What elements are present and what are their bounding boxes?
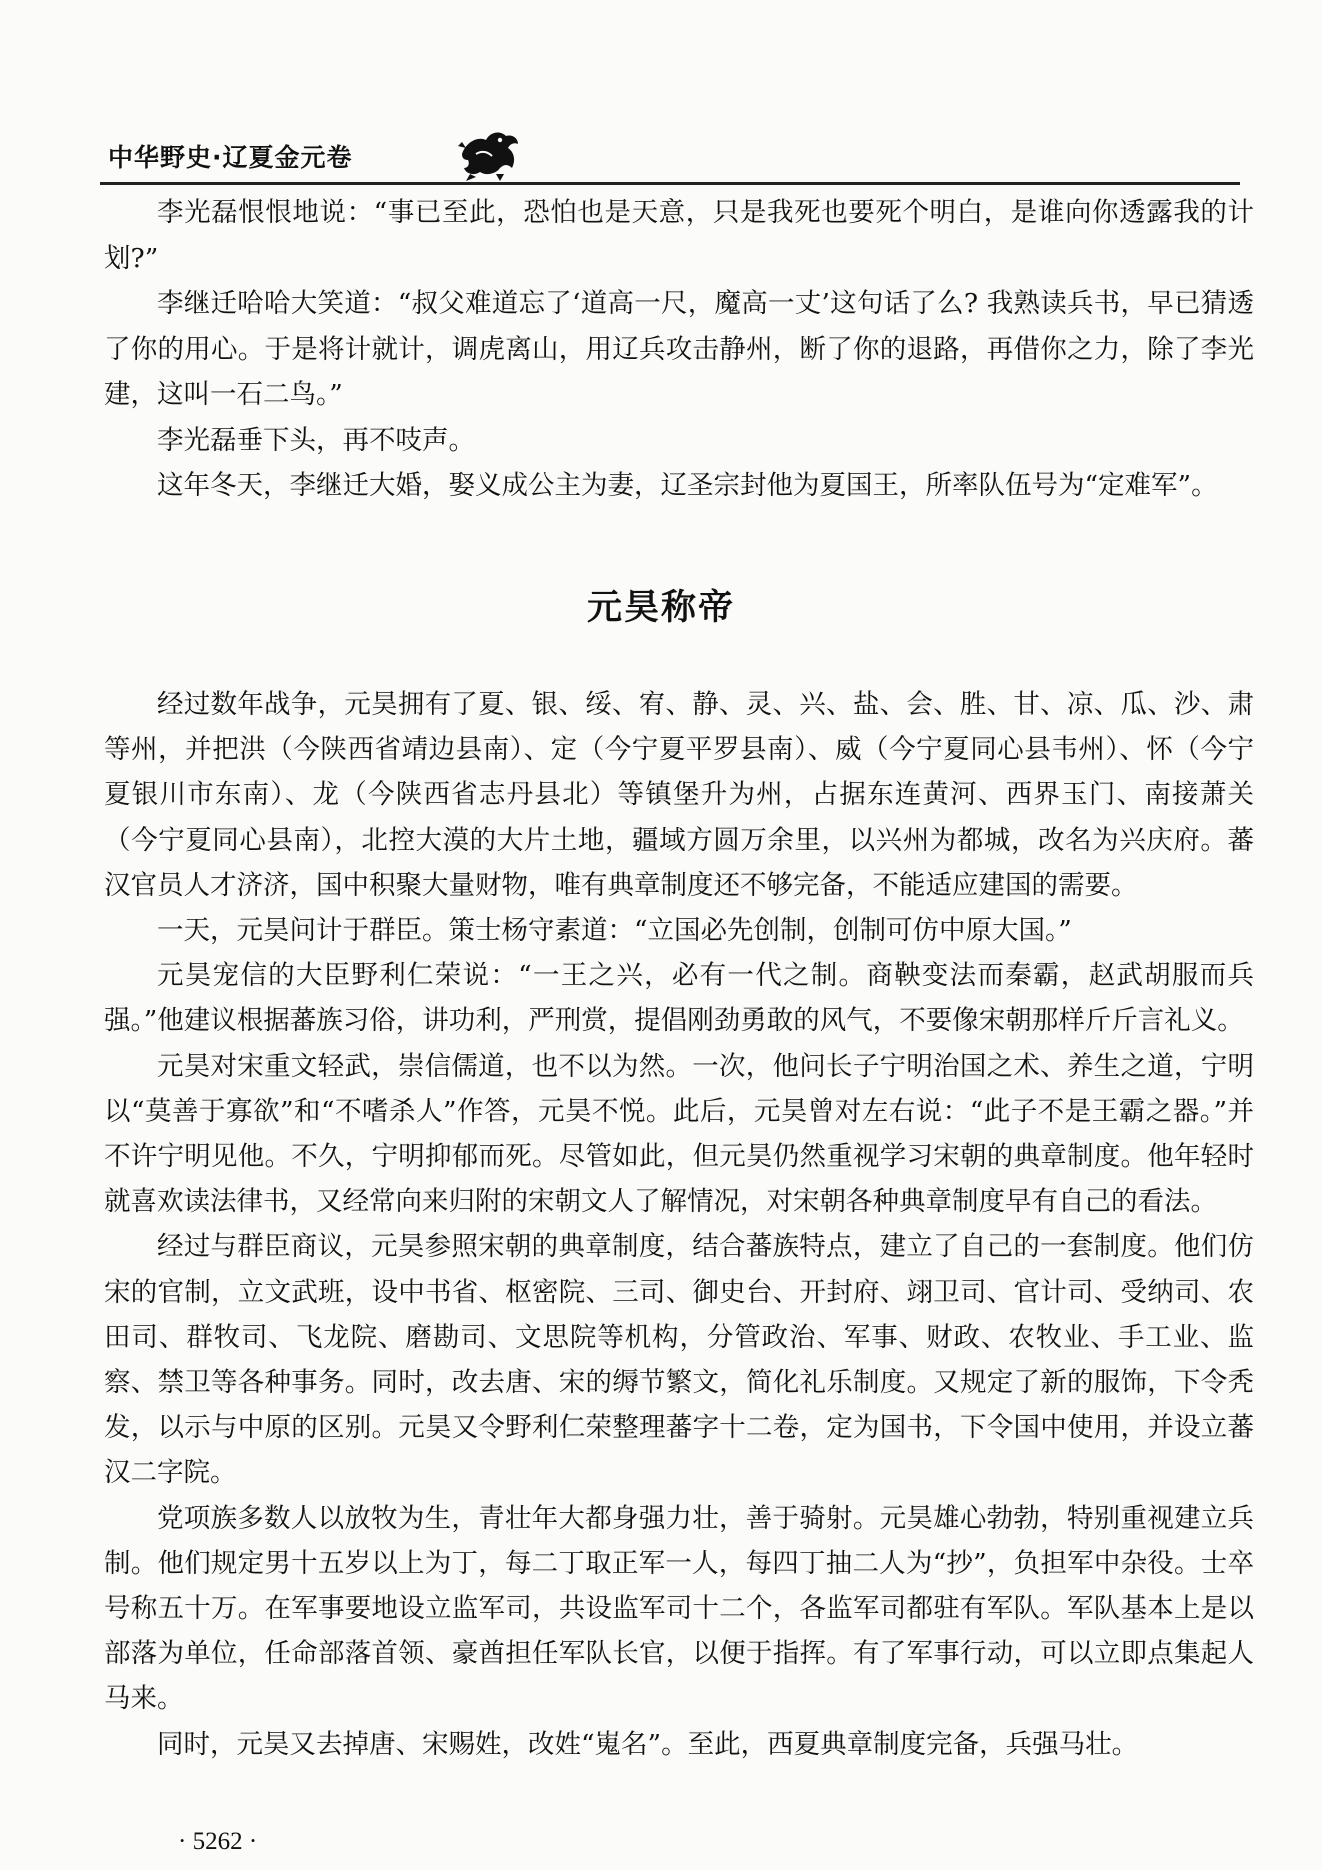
paragraph: 元昊宠信的大臣野利仁荣说：“一王之兴，必有一代之制。商鞅变法而秦霸，赵武胡服而兵强。”他建议根据蕃族习俗，讲功利，严刑赏，提倡刚劲勇敢的风气，不要像宋朝那样斤斤言礼义。: [104, 960, 1254, 1037]
paragraph: 李光磊垂下头，再不吱声。: [157, 424, 475, 456]
paragraph: 这年冬天，李继迁大婚，娶义成公主为妻，辽圣宗封他为夏国王，所率队伍号为“定难军”。: [157, 470, 1218, 501]
paragraph: 一天，元昊问计于群臣。策士杨守素道：“立国必先创制，创制可仿中原大国。”: [157, 915, 1072, 947]
intro-text: [104, 190, 1254, 509]
paragraph: 元昊对宋重文轻武，崇信儒道，也不以为然。一次，他问长子宁明治国之术、养生之道，宁明以“莫善于寡欲”和“不嗜杀人”作答，元昊不悦。此后，元昊曾对左右说：“此子不是王霸之器。”并不许宁明见他。不久，宁明抑郁而死。尽管如此，但元昊仍然重视学习宋朝的典章制度。他年轻时就喜欢读法律书，又经常向来归附的宋朝文人了解情况，对宋朝各种典章制度早有自己的看法。: [104, 1050, 1254, 1218]
chapter-body: [104, 682, 1254, 1767]
paragraph: 经过与群臣商议，元昊参照宋朝的典章制度，结合蕃族特点，建立了自己的一套制度。他们仿宋的官制，立文武班，设中书省、枢密院、三司、御史台、开封府、翊卫司、官计司、受纳司、农田司、群牧司、飞龙院、磨勘司、文思院等机构，分管政治、军事、财政、农牧业、手工业、监察、禁卫等各种事务。同时，改去唐、宋的缛节繁文，简化礼乐制度。又规定了新的服饰，下令秃发，以示与中原的区别。元昊又令野利仁荣整理蕃字十二卷，定为国书，下令国中使用，并设立蕃汉二字院。: [104, 1231, 1254, 1489]
paragraph: 同时，元昊又去掉唐、宋赐姓，改姓“嵬名”。至此，西夏典章制度完备，兵强马壮。: [157, 1728, 1139, 1760]
dragon-ornament-icon: [456, 124, 524, 182]
paragraph: 李继迁哈哈大笑道：“叔父难道忘了‘道高一尺，魔高一丈’这句话了么? 我熟读兵书，早已猜透了你的用心。于是将计就计，调虎离山，用辽兵攻击静州，断了你的退路，再借你之力，除了李光建，这叫一石二鸟。”: [104, 288, 1254, 410]
page-number: · 5262 ·: [178, 1828, 258, 1855]
chapter-title: 元昊称帝: [586, 588, 735, 628]
paragraph: 李光磊恨恨地说：“事已至此，恐怕也是天意，只是我死也要死个明白，是谁向你透露我的计划?”: [104, 197, 1254, 274]
paragraph: 经过数年战争，元昊拥有了夏、银、绥、宥、静、灵、兴、盐、会、胜、甘、凉、瓜、沙、肃等州，并把洪（今陕西省靖边县南）、定（今宁夏平罗县南）、威（今宁夏同心县韦州）、怀（今宁夏银川市东南）、龙（今陕西省志丹县北）等镇堡升为州，占据东连黄河、西界玉门、南接萧关（今宁夏同心县南），北控大漠的大片土地，疆域方圆万余里，以兴州为都城，改名为兴庆府。蕃汉官员人才济济，国中积聚大量财物，唯有典章制度还不够完备，不能适应建国的需要。: [104, 689, 1254, 901]
running-header: 中华野史·辽夏金元卷: [108, 143, 353, 172]
paragraph: 党项族多数人以放牧为生，青壮年大都身强力壮，善于骑射。元昊雄心勃勃，特别重视建立兵制。他们规定男十五岁以上为丁，每二丁取正军一人，每四丁抽二人为“抄”，负担军中杂役。士卒号称五十万。在军事要地设立监军司，共设监军司十二个，各监军司都驻有军队。军队基本上是以部落为单位，任命部落首领、豪酋担任军队长官，以便于指挥。有了军事行动，可以立即点集起人马来。: [104, 1502, 1254, 1715]
header-divider: [100, 182, 1240, 185]
